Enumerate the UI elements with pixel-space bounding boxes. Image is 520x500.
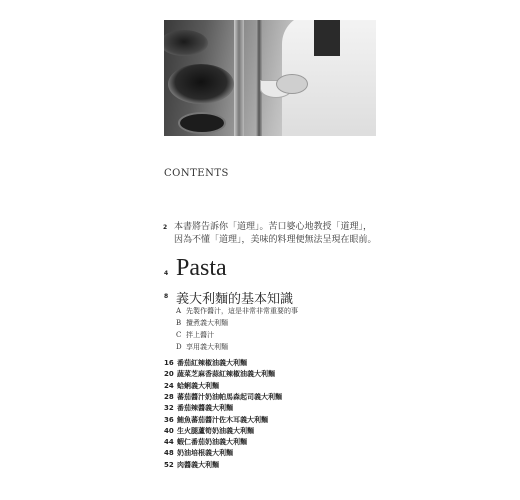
page-number: 44 (164, 438, 174, 447)
kitchen-photo (164, 20, 376, 136)
page-number: 2 (163, 224, 168, 231)
recipe-title: 肉醬義大利麵 (177, 460, 219, 469)
pan (164, 30, 208, 56)
page-number: 52 (164, 460, 174, 469)
gas-burner (178, 112, 226, 134)
section-title-basics: 義大利麵的基本知識 (176, 292, 294, 307)
recipe-title: 番茄辣醬義大利麵 (177, 404, 233, 413)
basics-item (176, 330, 214, 340)
page-number: 4 (164, 270, 169, 277)
steel-rail (234, 20, 244, 136)
basics-item-text: 先製作醬汁，這是非常非常重要的事 (186, 307, 298, 315)
recipe-title: 番茄紅辣椒油義大利麵 (177, 359, 247, 367)
recipe-title: 生火腿蘆筍奶油義大利麵 (177, 426, 254, 435)
page-number: 48 (164, 449, 174, 458)
basics-item-text: 拌上醬汁 (186, 331, 214, 339)
basics-item (176, 342, 228, 352)
page-number: 28 (164, 392, 174, 401)
list-item (164, 448, 233, 458)
recipe-title: 蛤蜊義大利麵 (177, 381, 219, 390)
page-number: 20 (164, 370, 174, 379)
recipe-title: 蕃茄醬汁奶油帕馬森起司義大利麵 (177, 392, 282, 401)
list-item (164, 358, 247, 368)
recipe-title: 蔬菜芝麻香蒜紅辣椒油義大利麵 (177, 370, 275, 379)
list-item (164, 415, 268, 425)
page-number: 24 (164, 381, 174, 390)
steel-rail (256, 20, 262, 136)
recipe-title: 奶油培根義大利麵 (177, 449, 233, 458)
list-item (164, 437, 247, 447)
basics-item-text: 享用義大利麵 (186, 343, 228, 351)
intro-line: 本書將告訴你「道理」。苦口婆心地教授「道理」， (174, 222, 373, 232)
list-item (164, 426, 254, 436)
basics-item (176, 306, 298, 316)
recipe-title: 鮪魚蕃茄醬汁佐木耳義大利麵 (177, 415, 268, 424)
contents-heading: CONTENTS (164, 168, 229, 179)
basics-item-letter: C (176, 331, 182, 339)
frying-pan (168, 64, 234, 104)
recipe-title: 蝦仁番茄奶油義大利麵 (177, 438, 247, 447)
section-title-pasta: Pasta (176, 255, 227, 281)
basics-item (176, 318, 228, 328)
page-number: 8 (164, 293, 169, 300)
basics-item-letter: B (176, 319, 182, 327)
page-number: 32 (164, 404, 174, 413)
list-item (164, 392, 282, 402)
list-item (164, 381, 219, 391)
list-item (164, 369, 275, 379)
list-item (164, 460, 219, 470)
page-number: 36 (164, 415, 174, 424)
list-item (164, 403, 233, 413)
intro-line: 因為不懂「道理」，美味的料理便無法呈現在眼前。 (174, 235, 377, 245)
basics-item-text: 攪煮義大利麵 (186, 319, 228, 327)
basics-item-letter: A (176, 307, 182, 315)
chef-hand (276, 74, 308, 94)
page-number: 40 (164, 426, 174, 435)
intro-text (174, 221, 394, 247)
chef-collar (314, 20, 340, 56)
page-number: 16 (164, 359, 174, 367)
basics-item-letter: D (176, 343, 182, 351)
